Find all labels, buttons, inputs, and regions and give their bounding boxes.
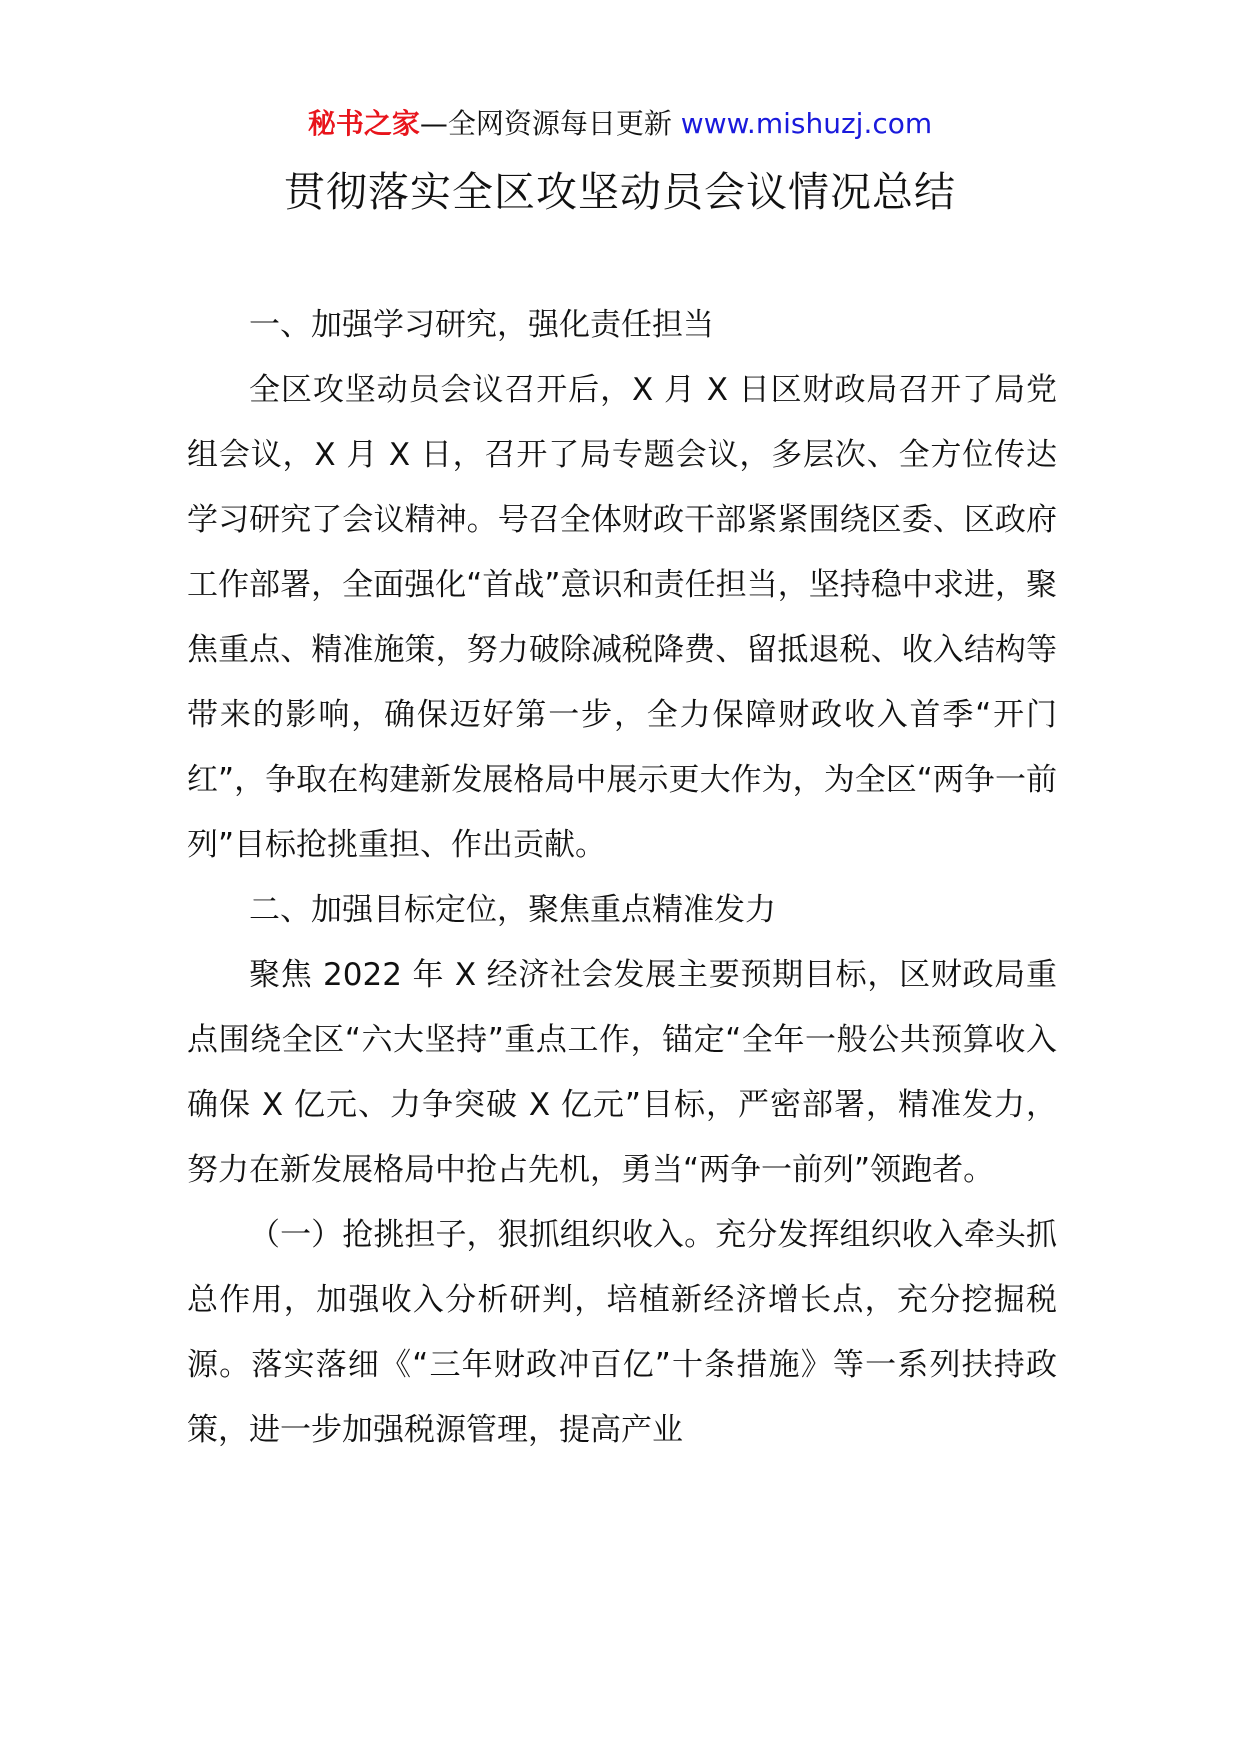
paragraph-2: 聚焦 2022 年 X 经济社会发展主要预期目标，区财政局重点围绕全区“六大坚持”重点工作，锚定“全年一般公共预算收入确保 X 亿元、力争突破 X 亿元”目标，严密部署，精准发力，努力在新发展格局中抢占先机，勇当“两争一前列”领跑者。 bbox=[187, 957, 1057, 1188]
paragraph-3: （一）抢挑担子，狠抓组织收入。充分发挥组织收入牵头抓总作用，加强收入分析研判，培植新经济增长点，充分挖掘税源。落实落细《“三年财政冲百亿”十条措施》等一系列扶持政策，进一步加强税源管理，提高产业 bbox=[187, 1217, 1057, 1448]
document-body bbox=[187, 293, 1057, 1463]
brand-name: 秘书之家 bbox=[307, 107, 420, 140]
section-heading-1: 一、加强学习研究，强化责任担当 bbox=[249, 307, 714, 343]
document-title: 贯彻落实全区攻坚动员会议情况总结 bbox=[284, 168, 956, 216]
site-banner bbox=[0, 104, 1240, 144]
section-heading-2: 二、加强目标定位，聚焦重点精准发力 bbox=[249, 892, 776, 928]
banner-slogan: —全网资源每日更新 bbox=[419, 107, 672, 140]
website-link[interactable]: www.mishuzj.com bbox=[680, 107, 933, 140]
paragraph-1: 全区攻坚动员会议召开后，X 月 X 日区财政局召开了局党组会议，X 月 X 日，召开了局专题会议，多层次、全方位传达学习研究了会议精神。号召全体财政干部紧紧围绕区委、区政府工作部署，全面强化“首战”意识和责任担当，坚持稳中求进，聚焦重点、精准施策，努力破除减税降费、留抵退税、收入结构等带来的影响，确保迈好第一步，全力保障财政收入首季“开门红”，争取在构建新发展格局中展示更大作为，为全区“两争一前列”目标抢挑重担、作出贡献。 bbox=[187, 372, 1057, 863]
